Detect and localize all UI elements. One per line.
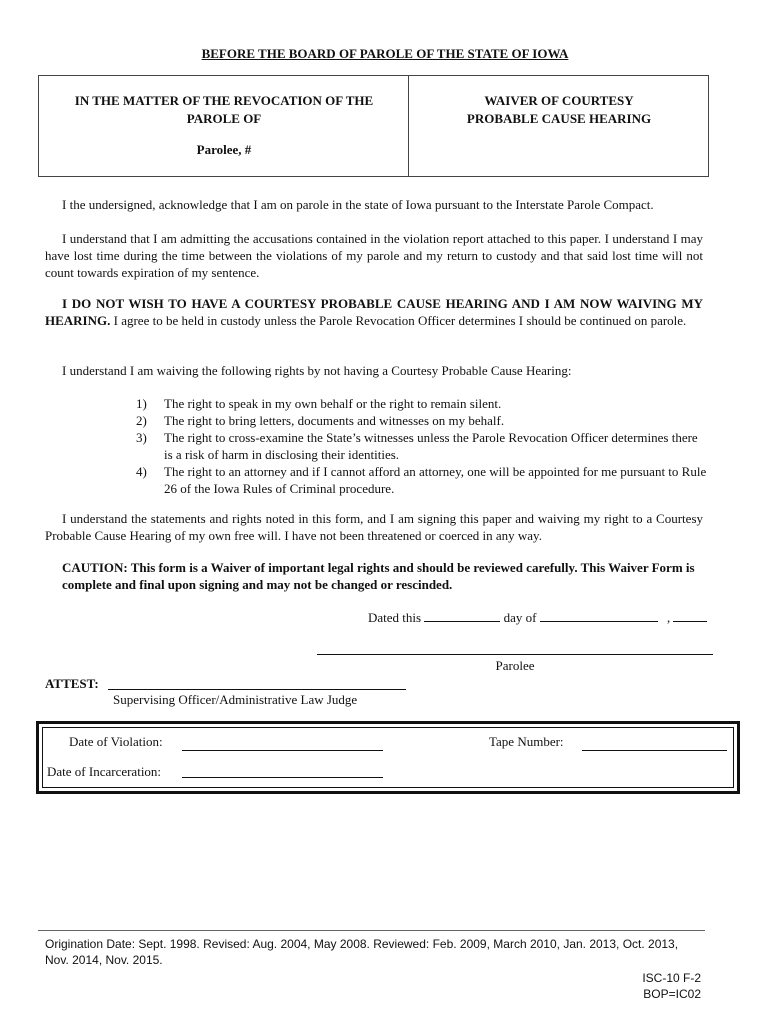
date-of-incarceration-label: Date of Incarceration: — [47, 764, 162, 779]
matter-cell — [39, 76, 409, 176]
hearing-info-box — [36, 721, 740, 794]
form-code — [642, 970, 701, 1002]
day-of-label: day of — [503, 610, 537, 625]
case-header-box — [38, 75, 709, 177]
attest-signature-field[interactable] — [108, 689, 406, 690]
form-code-line-2: BOP=IC02 — [643, 987, 701, 1001]
date-of-violation-label: Date of Violation: — [69, 734, 163, 749]
tape-number-label: Tape Number: — [489, 734, 564, 749]
dated-line — [368, 609, 707, 626]
rights-list-item — [128, 395, 708, 412]
caution-notice: CAUTION: This form is a Waiver of important legal rights and should be reviewed carefully. This Waiver Form is complete and final upon signing and may not be changed or rescinded. — [62, 560, 695, 592]
rights-item-number: 1) — [136, 396, 147, 411]
rights-item-text: The right to cross-examine the State’s witnesses unless the Parole Revocation Officer determines there is a risk of harm in disclosing their identities. — [164, 430, 698, 462]
paragraph-acknowledge-text: I the undersigned, acknowledge that I am on parole in the state of Iowa pursuant to the Interstate Parole Compact. — [62, 197, 654, 212]
form-code-line-1: ISC-10 F-2 — [642, 971, 701, 985]
attest-signer-title: Supervising Officer/Administrative Law Judge — [113, 692, 358, 707]
waiver-line-2: PROBABLE CAUSE HEARING — [466, 111, 652, 126]
matter-heading — [39, 92, 409, 128]
date-comma: , — [666, 610, 671, 625]
paragraph-free-will-text: I understand the statements and rights noted in this form, and I am signing this paper and waiving my right to a Courtesy Probable Cause Hearing of my own free will. I have not been threatened or coerced in any way. — [45, 511, 703, 543]
waiving-statement-rest: I agree to be held in custody unless the Parole Revocation Officer determines I should be continued on parole. — [110, 313, 687, 328]
footer-divider — [38, 930, 705, 931]
hearing-info-inner-border — [42, 727, 734, 788]
rights-item-text: The right to an attorney and if I cannot afford an attorney, one will be appointed for me pursuant to Rule 26 of the Iowa Rules of Criminal procedure. — [164, 464, 707, 496]
tape-number-field[interactable] — [582, 750, 727, 751]
rights-item-number: 4) — [136, 464, 147, 479]
rights-list-item — [128, 412, 708, 429]
origination-note: Origination Date: Sept. 1998. Revised: Aug. 2004, May 2008. Reviewed: Feb. 2009, March 2010, Jan. 2013, Oct. 2013, Nov. 2014, Nov. 2015. — [45, 937, 679, 967]
rights-list — [128, 395, 708, 497]
parolee-signature-field[interactable] — [317, 654, 713, 655]
rights-list-item — [128, 463, 708, 497]
parolee-signature-label: Parolee — [495, 658, 535, 673]
paragraph-admitting-text: I understand that I am admitting the accusations contained in the violation report attached to this paper. I understand I may have lost time during the time between the violations of my parole and my return to custody and that said lost time will not count towards expiration of my sentence. — [45, 231, 703, 280]
waiving-statement-bold: I DO NOT WISH TO HAVE A COURTESY PROBABLE CAUSE HEARING AND I AM NOW WAIVING MY HEARING. — [45, 296, 703, 328]
paragraph-acknowledge — [45, 196, 703, 213]
paragraph-admitting — [45, 230, 703, 281]
paragraph-free-will — [45, 510, 703, 544]
date-of-violation-field[interactable] — [182, 750, 383, 751]
month-field[interactable] — [540, 609, 658, 622]
attest-label: ATTEST: — [45, 676, 99, 691]
rights-item-number: 3) — [136, 430, 147, 445]
waiver-heading — [409, 92, 709, 128]
waiver-line-1: WAIVER OF COURTESY — [484, 93, 634, 108]
rights-list-item — [128, 429, 708, 463]
page-title: BEFORE THE BOARD OF PAROLE OF THE STATE OF IOWA — [201, 46, 569, 61]
matter-line-2: PAROLE OF — [186, 111, 262, 126]
dated-this-label: Dated this — [368, 610, 422, 625]
paragraph-rights-intro — [45, 362, 703, 379]
parolee-number-label: Parolee, # — [196, 142, 252, 157]
day-field[interactable] — [424, 609, 500, 622]
rights-item-number: 2) — [136, 413, 147, 428]
year-field[interactable] — [673, 609, 707, 622]
matter-line-1: IN THE MATTER OF THE REVOCATION OF THE — [74, 93, 374, 108]
paragraph-rights-intro-text: I understand I am waiving the following rights by not having a Courtesy Probable Cause Hearing: — [62, 363, 572, 378]
date-of-incarceration-field[interactable] — [182, 777, 383, 778]
rights-item-text: The right to bring letters, documents and witnesses on my behalf. — [164, 413, 505, 428]
rights-item-text: The right to speak in my own behalf or the right to remain silent. — [164, 396, 502, 411]
paragraph-waiving — [45, 295, 703, 329]
